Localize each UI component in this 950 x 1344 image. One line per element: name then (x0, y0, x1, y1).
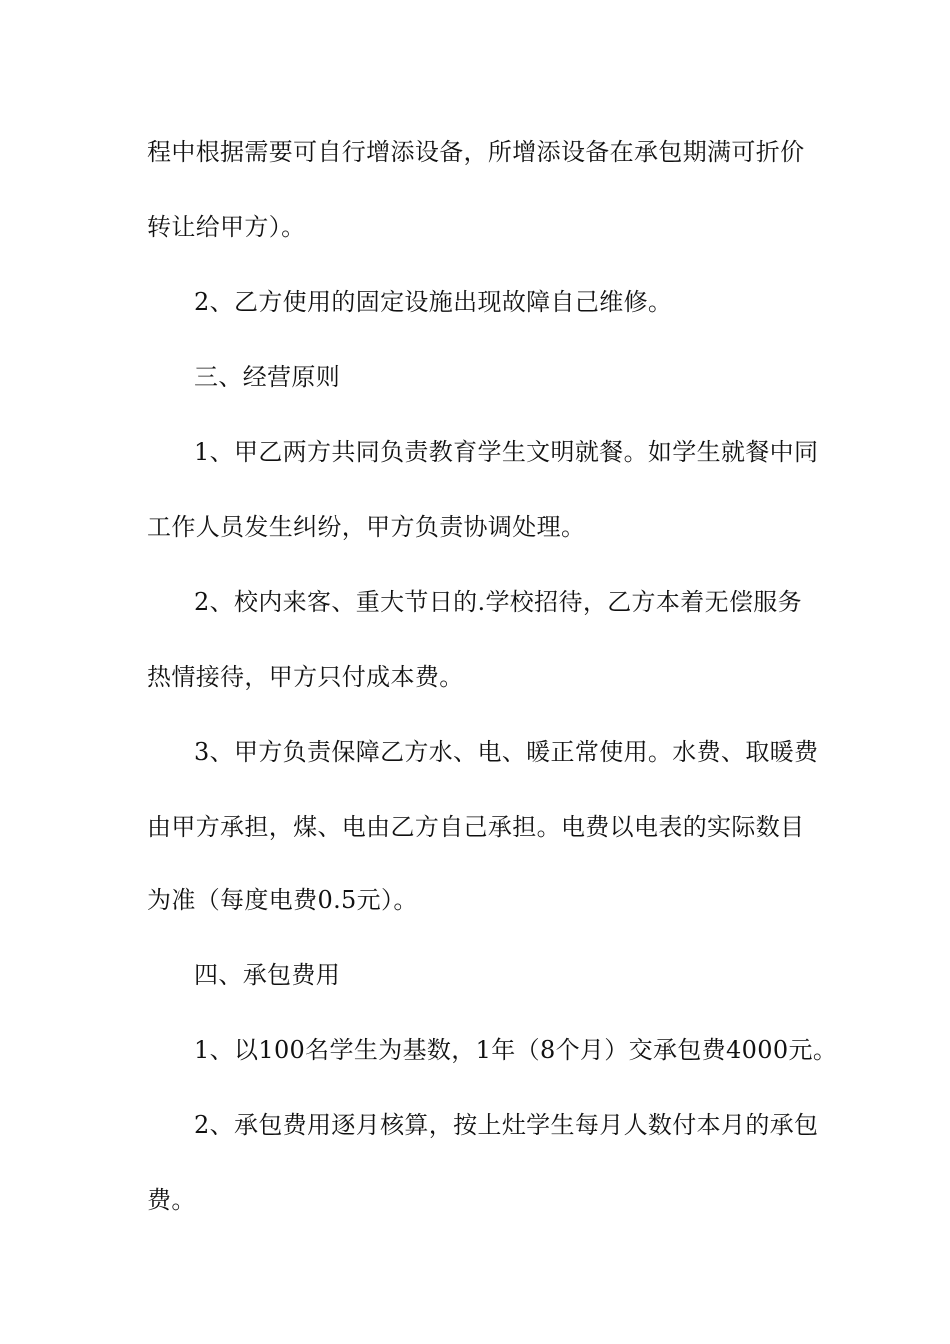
paragraph-line: 1、甲乙两方共同负责教育学生文明就餐。如学生就餐中同 (194, 438, 819, 466)
paragraph-line: 热情接待，甲方只付成本费。 (147, 663, 464, 691)
paragraph-line: 为准（每度电费0.5元）。 (147, 886, 418, 914)
paragraph-line: 2、承包费用逐月核算，按上灶学生每月人数付本月的承包 (194, 1111, 819, 1139)
paragraph-line: 3、甲方负责保障乙方水、电、暖正常使用。水费、取暖费 (194, 738, 819, 766)
paragraph-line: 由甲方承担，煤、电由乙方自己承担。电费以电表的实际数目 (147, 813, 805, 841)
paragraph-line: 程中根据需要可自行增添设备，所增添设备在承包期满可折价 (147, 138, 805, 166)
paragraph-line: 工作人员发生纠纷，甲方负责协调处理。 (147, 513, 586, 541)
paragraph-line: 费。 (147, 1186, 196, 1214)
section-heading: 三、经营原则 (194, 363, 341, 391)
paragraph-line: 2、乙方使用的固定设施出现故障自己维修。 (194, 288, 673, 316)
section-heading: 四、承包费用 (194, 961, 341, 989)
paragraph-line: 1、以100名学生为基数，1年（8个月）交承包费4000元。 (194, 1036, 838, 1064)
paragraph-line: 2、校内来客、重大节日的.学校招待，乙方本着无偿服务 (194, 588, 802, 616)
paragraph-line: 转让给甲方）。 (147, 213, 306, 241)
